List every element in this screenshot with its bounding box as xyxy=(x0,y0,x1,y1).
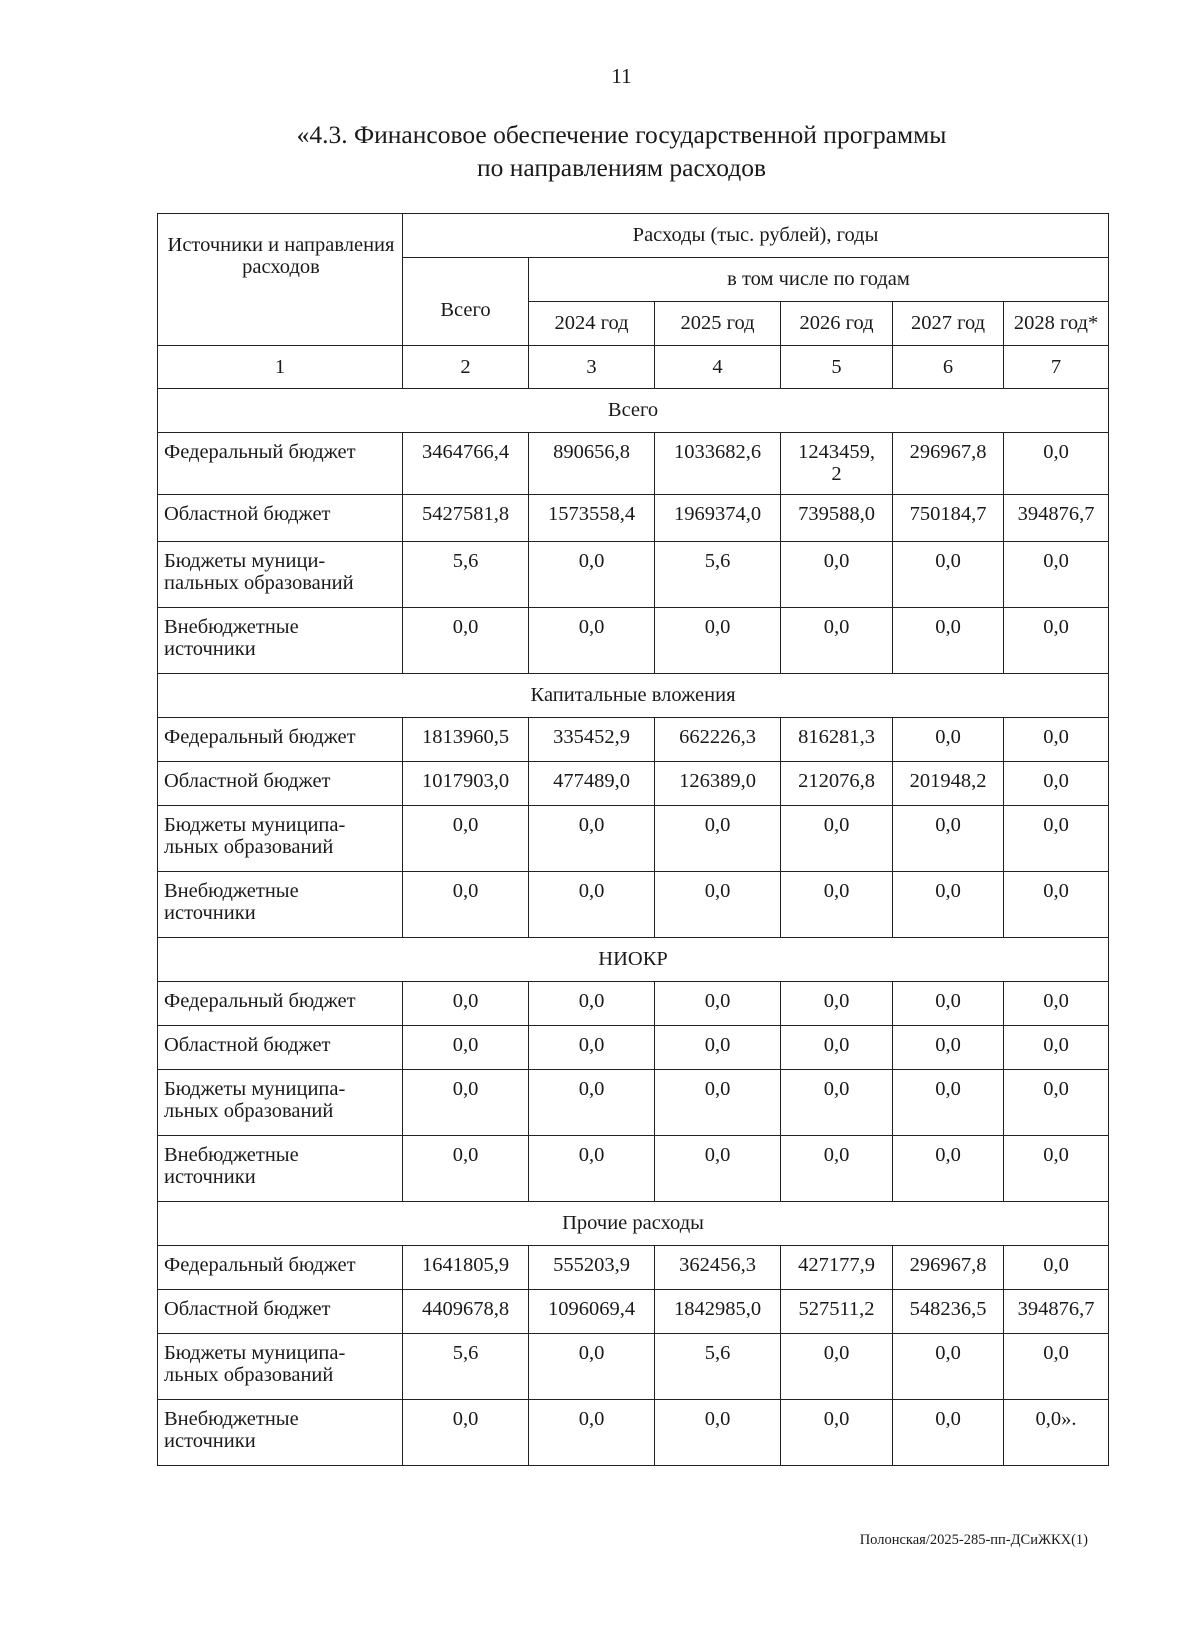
value-cell: 0,0 xyxy=(893,1026,1004,1070)
table-row xyxy=(158,1334,1109,1400)
value-cell: 0,0 xyxy=(403,1400,529,1466)
column-number: 3 xyxy=(529,346,655,389)
value-cell: 0,0 xyxy=(893,982,1004,1026)
value-cell: 0,0 xyxy=(655,1070,781,1136)
header-year-2025: 2025 год xyxy=(655,302,781,346)
value-cell: 0,0 xyxy=(403,982,529,1026)
value-cell: 0,0 xyxy=(781,542,893,608)
value-cell: 0,0 xyxy=(781,872,893,938)
column-numbers-row xyxy=(158,346,1109,389)
value-cell: 750184,7 xyxy=(893,495,1004,542)
value-cell: 0,0 xyxy=(403,872,529,938)
value-cell: 0,0 xyxy=(529,542,655,608)
value-cell: 0,0 xyxy=(655,982,781,1026)
header-expenses: Расходы (тыс. рублей), годы xyxy=(403,214,1109,258)
row-label: Федеральный бюджет xyxy=(158,433,403,495)
value-cell: 0,0 xyxy=(1004,718,1109,762)
row-label: Федеральный бюджет xyxy=(158,718,403,762)
title-line-1: «4.3. Финансовое обеспечение государственной программы xyxy=(296,120,947,149)
value-cell: 0,0 xyxy=(403,806,529,872)
value-cell: 0,0 xyxy=(1004,542,1109,608)
value-cell: 3464766,4 xyxy=(403,433,529,495)
document-reference: Полонская/2025-285-пп-ДСиЖКХ(1) xyxy=(859,1532,1088,1548)
value-cell: 1842985,0 xyxy=(655,1290,781,1334)
row-label: Областной бюджет xyxy=(158,1290,403,1334)
value-cell: 335452,9 xyxy=(529,718,655,762)
value-cell: 548236,5 xyxy=(893,1290,1004,1334)
value-cell: 0,0 xyxy=(655,1026,781,1070)
table-row xyxy=(158,982,1109,1026)
section-title: Прочие расходы xyxy=(158,1202,1109,1246)
row-label: Бюджеты муници- пальных образований xyxy=(158,542,403,608)
value-cell: 394876,7 xyxy=(1004,495,1109,542)
row-label: Внебюджетные источники xyxy=(158,608,403,674)
value-cell: 0,0 xyxy=(781,982,893,1026)
table-row xyxy=(158,1136,1109,1202)
value-cell: 0,0 xyxy=(893,872,1004,938)
table-row xyxy=(158,872,1109,938)
value-cell: 662226,3 xyxy=(655,718,781,762)
row-label: Областной бюджет xyxy=(158,1026,403,1070)
value-cell: 1096069,4 xyxy=(529,1290,655,1334)
value-cell: 0,0 xyxy=(1004,1246,1109,1290)
value-cell: 0,0 xyxy=(1004,806,1109,872)
value-cell: 0,0 xyxy=(1004,982,1109,1026)
value-cell: 5,6 xyxy=(655,542,781,608)
value-cell: 890656,8 xyxy=(529,433,655,495)
value-cell: 5427581,8 xyxy=(403,495,529,542)
row-label: Бюджеты муниципа- льных образований xyxy=(158,1334,403,1400)
row-label: Внебюджетные источники xyxy=(158,872,403,938)
value-cell: 0,0 xyxy=(655,1136,781,1202)
header-year-2027: 2027 год xyxy=(893,302,1004,346)
value-cell: 0,0 xyxy=(403,1026,529,1070)
value-cell: 0,0 xyxy=(529,982,655,1026)
value-cell: 477489,0 xyxy=(529,762,655,806)
value-cell: 0,0 xyxy=(529,1026,655,1070)
value-cell: 4409678,8 xyxy=(403,1290,529,1334)
value-cell: 0,0». xyxy=(1004,1400,1109,1466)
value-cell: 0,0 xyxy=(1004,1070,1109,1136)
table-row xyxy=(158,718,1109,762)
value-cell: 0,0 xyxy=(893,1070,1004,1136)
value-cell: 1033682,6 xyxy=(655,433,781,495)
row-label: Федеральный бюджет xyxy=(158,982,403,1026)
row-label: Областной бюджет xyxy=(158,762,403,806)
table-row xyxy=(158,1246,1109,1290)
value-cell: 0,0 xyxy=(1004,608,1109,674)
value-cell: 0,0 xyxy=(529,872,655,938)
table-row xyxy=(158,542,1109,608)
value-cell: 0,0 xyxy=(403,608,529,674)
value-cell: 0,0 xyxy=(781,1070,893,1136)
column-number: 6 xyxy=(893,346,1004,389)
page-number: 11 xyxy=(611,64,632,88)
value-cell: 0,0 xyxy=(781,1334,893,1400)
value-cell: 0,0 xyxy=(655,1400,781,1466)
row-label: Областной бюджет xyxy=(158,495,403,542)
table-row xyxy=(158,608,1109,674)
value-cell: 0,0 xyxy=(403,1070,529,1136)
financing-table xyxy=(157,213,1109,1466)
value-cell: 201948,2 xyxy=(893,762,1004,806)
value-cell: 0,0 xyxy=(529,1400,655,1466)
section-title: Всего xyxy=(158,389,1109,433)
section-title: Капитальные вложения xyxy=(158,674,1109,718)
section-title: НИОКР xyxy=(158,938,1109,982)
value-cell: 5,6 xyxy=(403,1334,529,1400)
value-cell: 427177,9 xyxy=(781,1246,893,1290)
table-row xyxy=(158,433,1109,495)
value-cell: 0,0 xyxy=(781,1026,893,1070)
table-row xyxy=(158,762,1109,806)
value-cell: 527511,2 xyxy=(781,1290,893,1334)
header-year-2026: 2026 год xyxy=(781,302,893,346)
value-cell: 0,0 xyxy=(1004,1136,1109,1202)
column-number: 1 xyxy=(158,346,403,389)
value-cell: 212076,8 xyxy=(781,762,893,806)
column-number: 2 xyxy=(403,346,529,389)
value-cell: 0,0 xyxy=(1004,872,1109,938)
value-cell: 0,0 xyxy=(893,1334,1004,1400)
table-row xyxy=(158,1400,1109,1466)
value-cell: 0,0 xyxy=(529,1136,655,1202)
header-by-years: в том числе по годам xyxy=(529,258,1109,302)
value-cell: 0,0 xyxy=(893,1400,1004,1466)
value-cell: 0,0 xyxy=(781,1136,893,1202)
value-cell: 1969374,0 xyxy=(655,495,781,542)
title-line-2: по направлениям расходов xyxy=(476,153,766,182)
value-cell: 126389,0 xyxy=(655,762,781,806)
value-cell: 0,0 xyxy=(893,608,1004,674)
header-sources: Источники и направления расходов xyxy=(158,214,403,346)
value-cell: 0,0 xyxy=(529,1070,655,1136)
value-cell: 0,0 xyxy=(655,872,781,938)
value-cell: 0,0 xyxy=(1004,1026,1109,1070)
row-label: Внебюджетные источники xyxy=(158,1400,403,1466)
value-cell: 0,0 xyxy=(1004,1334,1109,1400)
value-cell: 0,0 xyxy=(529,608,655,674)
value-cell: 555203,9 xyxy=(529,1246,655,1290)
value-cell: 0,0 xyxy=(893,718,1004,762)
value-cell: 0,0 xyxy=(655,608,781,674)
row-label: Внебюджетные источники xyxy=(158,1136,403,1202)
value-cell: 5,6 xyxy=(655,1334,781,1400)
value-cell: 0,0 xyxy=(893,1136,1004,1202)
value-cell: 1243459, 2 xyxy=(781,433,893,495)
value-cell: 0,0 xyxy=(893,806,1004,872)
value-cell: 1573558,4 xyxy=(529,495,655,542)
table-row xyxy=(158,1290,1109,1334)
value-cell: 739588,0 xyxy=(781,495,893,542)
row-label: Бюджеты муниципа- льных образований xyxy=(158,806,403,872)
table-row xyxy=(158,495,1109,542)
value-cell: 0,0 xyxy=(893,542,1004,608)
page-title xyxy=(0,118,1200,184)
value-cell: 0,0 xyxy=(529,1334,655,1400)
table-row xyxy=(158,806,1109,872)
header-year-2024: 2024 год xyxy=(529,302,655,346)
value-cell: 0,0 xyxy=(781,1400,893,1466)
value-cell: 5,6 xyxy=(403,542,529,608)
column-number: 4 xyxy=(655,346,781,389)
value-cell: 1017903,0 xyxy=(403,762,529,806)
value-cell: 816281,3 xyxy=(781,718,893,762)
value-cell: 1813960,5 xyxy=(403,718,529,762)
value-cell: 296967,8 xyxy=(893,433,1004,495)
header-total: Всего xyxy=(403,258,529,346)
value-cell: 0,0 xyxy=(529,806,655,872)
column-number: 5 xyxy=(781,346,893,389)
value-cell: 0,0 xyxy=(1004,762,1109,806)
value-cell: 0,0 xyxy=(781,806,893,872)
value-cell: 394876,7 xyxy=(1004,1290,1109,1334)
value-cell: 0,0 xyxy=(781,608,893,674)
value-cell: 1641805,9 xyxy=(403,1246,529,1290)
value-cell: 0,0 xyxy=(403,1136,529,1202)
column-number: 7 xyxy=(1004,346,1109,389)
row-label: Федеральный бюджет xyxy=(158,1246,403,1290)
table-row xyxy=(158,1070,1109,1136)
header-year-2028: 2028 год* xyxy=(1004,302,1109,346)
row-label: Бюджеты муниципа- льных образований xyxy=(158,1070,403,1136)
value-cell: 296967,8 xyxy=(893,1246,1004,1290)
value-cell: 0,0 xyxy=(655,806,781,872)
value-cell: 362456,3 xyxy=(655,1246,781,1290)
value-cell: 0,0 xyxy=(1004,433,1109,495)
table-row xyxy=(158,1026,1109,1070)
